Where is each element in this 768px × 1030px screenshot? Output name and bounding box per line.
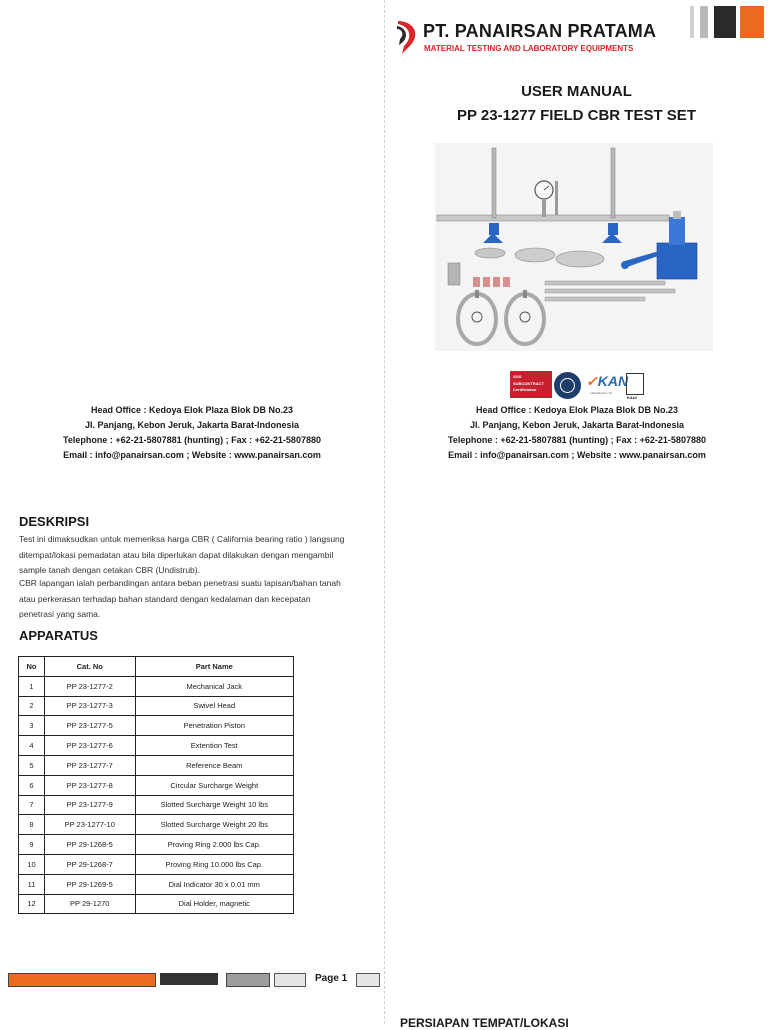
- corner-block-dark: [714, 6, 736, 38]
- table-row: [19, 795, 294, 815]
- column-header-part-name: Part Name: [135, 657, 293, 677]
- cell-no: 5: [19, 755, 45, 775]
- footer-bar-light-end: [356, 973, 380, 987]
- cell-cat-no: PP 23-1277-7: [44, 755, 135, 775]
- manual-subtitle: PP 23-1277 FIELD CBR TEST SET: [457, 107, 696, 124]
- certification-logos: [510, 371, 650, 401]
- manual-title: USER MANUAL: [521, 83, 632, 100]
- cell-part-name: Reference Beam: [135, 755, 293, 775]
- address-line-2: Jl. Panjang, Kebon Jeruk, Jakarta Barat-Indonesia: [469, 420, 685, 430]
- table-row: [19, 716, 294, 736]
- address-email-website: Email : info@panairsan.com ; Website : www.panairsan.com: [63, 450, 321, 460]
- deskripsi-heading: DESKRIPSI: [19, 514, 90, 529]
- sgs-certification-logo: SGS SUBCONTRACT Certification: [510, 371, 552, 398]
- cell-no: 1: [19, 676, 45, 696]
- deskripsi-paragraph-2: [19, 576, 379, 623]
- cell-no: 2: [19, 696, 45, 716]
- paragraph-line: atau perkerasan terhadap bahan standard dengan kedalaman dan kecepatan: [19, 593, 311, 604]
- paragraph-line: CBR lapangan ialah perbandingan antara beban penetrasi suatu lapisan/bahan tanah: [19, 578, 341, 588]
- cell-no: 12: [19, 894, 45, 914]
- paragraph-line: penetrasi yang sama.: [19, 609, 101, 619]
- kan-logo-subtext: Laboratorium Uji: [590, 391, 613, 395]
- footer-bar-orange: [8, 973, 156, 987]
- apparatus-table: [18, 656, 294, 914]
- table-row: [19, 696, 294, 716]
- cell-cat-no: PP 23-1277-3: [44, 696, 135, 716]
- kaui-badge-icon: [626, 373, 644, 395]
- corner-stripe-grey: [700, 6, 708, 38]
- head-office-address-left: [0, 403, 384, 463]
- cell-part-name: Dial Holder, magnetic: [135, 894, 293, 914]
- kaui-label: KAUI: [627, 395, 637, 400]
- cell-cat-no: PP 29-1269-5: [44, 874, 135, 894]
- apparatus-heading: APPARATUS: [19, 628, 98, 643]
- page-fold-divider: [384, 0, 385, 1024]
- cell-no: 10: [19, 854, 45, 874]
- company-logo-mark-icon: [395, 18, 419, 56]
- company-tagline: MATERIAL TESTING AND LABORATORY EQUIPMENTS: [424, 44, 634, 53]
- next-page-heading: PERSIAPAN TEMPAT/LOKASI: [400, 1016, 569, 1030]
- column-header-cat-no: Cat. No: [44, 657, 135, 677]
- cell-no: 11: [19, 874, 45, 894]
- cell-cat-no: PP 29-1268-7: [44, 854, 135, 874]
- footer-bar-light: [274, 973, 306, 987]
- cell-part-name: Proving Ring 2.000 lbs Cap.: [135, 835, 293, 855]
- company-logo: [395, 18, 657, 58]
- table-row: [19, 874, 294, 894]
- cell-no: 8: [19, 815, 45, 835]
- table-row: [19, 755, 294, 775]
- cell-part-name: Swivel Head: [135, 696, 293, 716]
- table-row: [19, 775, 294, 795]
- footer-bar-grey: [226, 973, 270, 987]
- paragraph-line: sample tanah dengan cetakan CBR (Undistrub).: [19, 565, 200, 575]
- cell-part-name: Penetration Piston: [135, 716, 293, 736]
- cell-cat-no: PP 23-1277-2: [44, 676, 135, 696]
- address-line-2: Jl. Panjang, Kebon Jeruk, Jakarta Barat-Indonesia: [84, 420, 300, 430]
- cell-cat-no: PP 29-1270: [44, 894, 135, 914]
- table-row: [19, 835, 294, 855]
- cell-part-name: Dial Indicator 30 x 0.01 mm: [135, 874, 293, 894]
- cell-part-name: Slotted Surcharge Weight 10 lbs: [135, 795, 293, 815]
- cell-cat-no: PP 23-1277-5: [44, 716, 135, 736]
- cell-no: 6: [19, 775, 45, 795]
- cell-cat-no: PP 23-1277-9: [44, 795, 135, 815]
- company-name: PT. PANAIRSAN PRATAMA: [423, 21, 657, 41]
- cell-part-name: Extention Test: [135, 736, 293, 756]
- cell-part-name: Circular Surcharge Weight: [135, 775, 293, 795]
- cell-no: 4: [19, 736, 45, 756]
- table-row: [19, 894, 294, 914]
- cell-no: 9: [19, 835, 45, 855]
- cell-cat-no: PP 29-1268-5: [44, 835, 135, 855]
- address-email-website: Email : info@panairsan.com ; Website : www.panairsan.com: [448, 450, 706, 460]
- cell-cat-no: PP 23-1277-6: [44, 736, 135, 756]
- product-image: [435, 143, 713, 351]
- corner-stripe-light: [690, 6, 694, 38]
- certification-seal-icon: [553, 371, 582, 400]
- address-phone: Telephone : +62-21-5807881 (hunting) ; Fax : +62-21-5807880: [63, 435, 321, 445]
- paragraph-line: Test ini dimaksudkan untuk memeriksa harga CBR ( California bearing ratio ) langsung: [19, 534, 345, 544]
- table-row: [19, 854, 294, 874]
- cell-no: 3: [19, 716, 45, 736]
- table-row: [19, 676, 294, 696]
- paragraph-line: ditempat/lokasi pemadatan atau bila diperlukan dapat dilakukan dengan mengambil: [19, 549, 334, 560]
- address-line-1: Head Office : Kedoya Elok Plaza Blok DB No.23: [475, 405, 679, 415]
- cell-cat-no: PP 23-1277-10: [44, 815, 135, 835]
- cell-no: 7: [19, 795, 45, 815]
- head-office-address-right: [385, 403, 768, 463]
- address-line-1: Head Office : Kedoya Elok Plaza Blok DB No.23: [90, 405, 294, 415]
- page-number: Page 1: [315, 973, 348, 984]
- column-header-no: No: [19, 657, 45, 677]
- address-phone: Telephone : +62-21-5807881 (hunting) ; Fax : +62-21-5807880: [448, 435, 706, 445]
- kan-logo: ✓KAN: [586, 373, 629, 389]
- table-row: [19, 815, 294, 835]
- cell-part-name: Slotted Surcharge Weight 20 lbs: [135, 815, 293, 835]
- cell-cat-no: PP 23-1277-8: [44, 775, 135, 795]
- table-row: [19, 736, 294, 756]
- cell-part-name: Mechanical Jack: [135, 676, 293, 696]
- cell-part-name: Proving Ring 10.000 lbs Cap.: [135, 854, 293, 874]
- footer-bar-dark: [160, 973, 218, 985]
- deskripsi-paragraph-1: [19, 532, 379, 579]
- table-header-row: [19, 657, 294, 677]
- corner-block-orange: [740, 6, 764, 38]
